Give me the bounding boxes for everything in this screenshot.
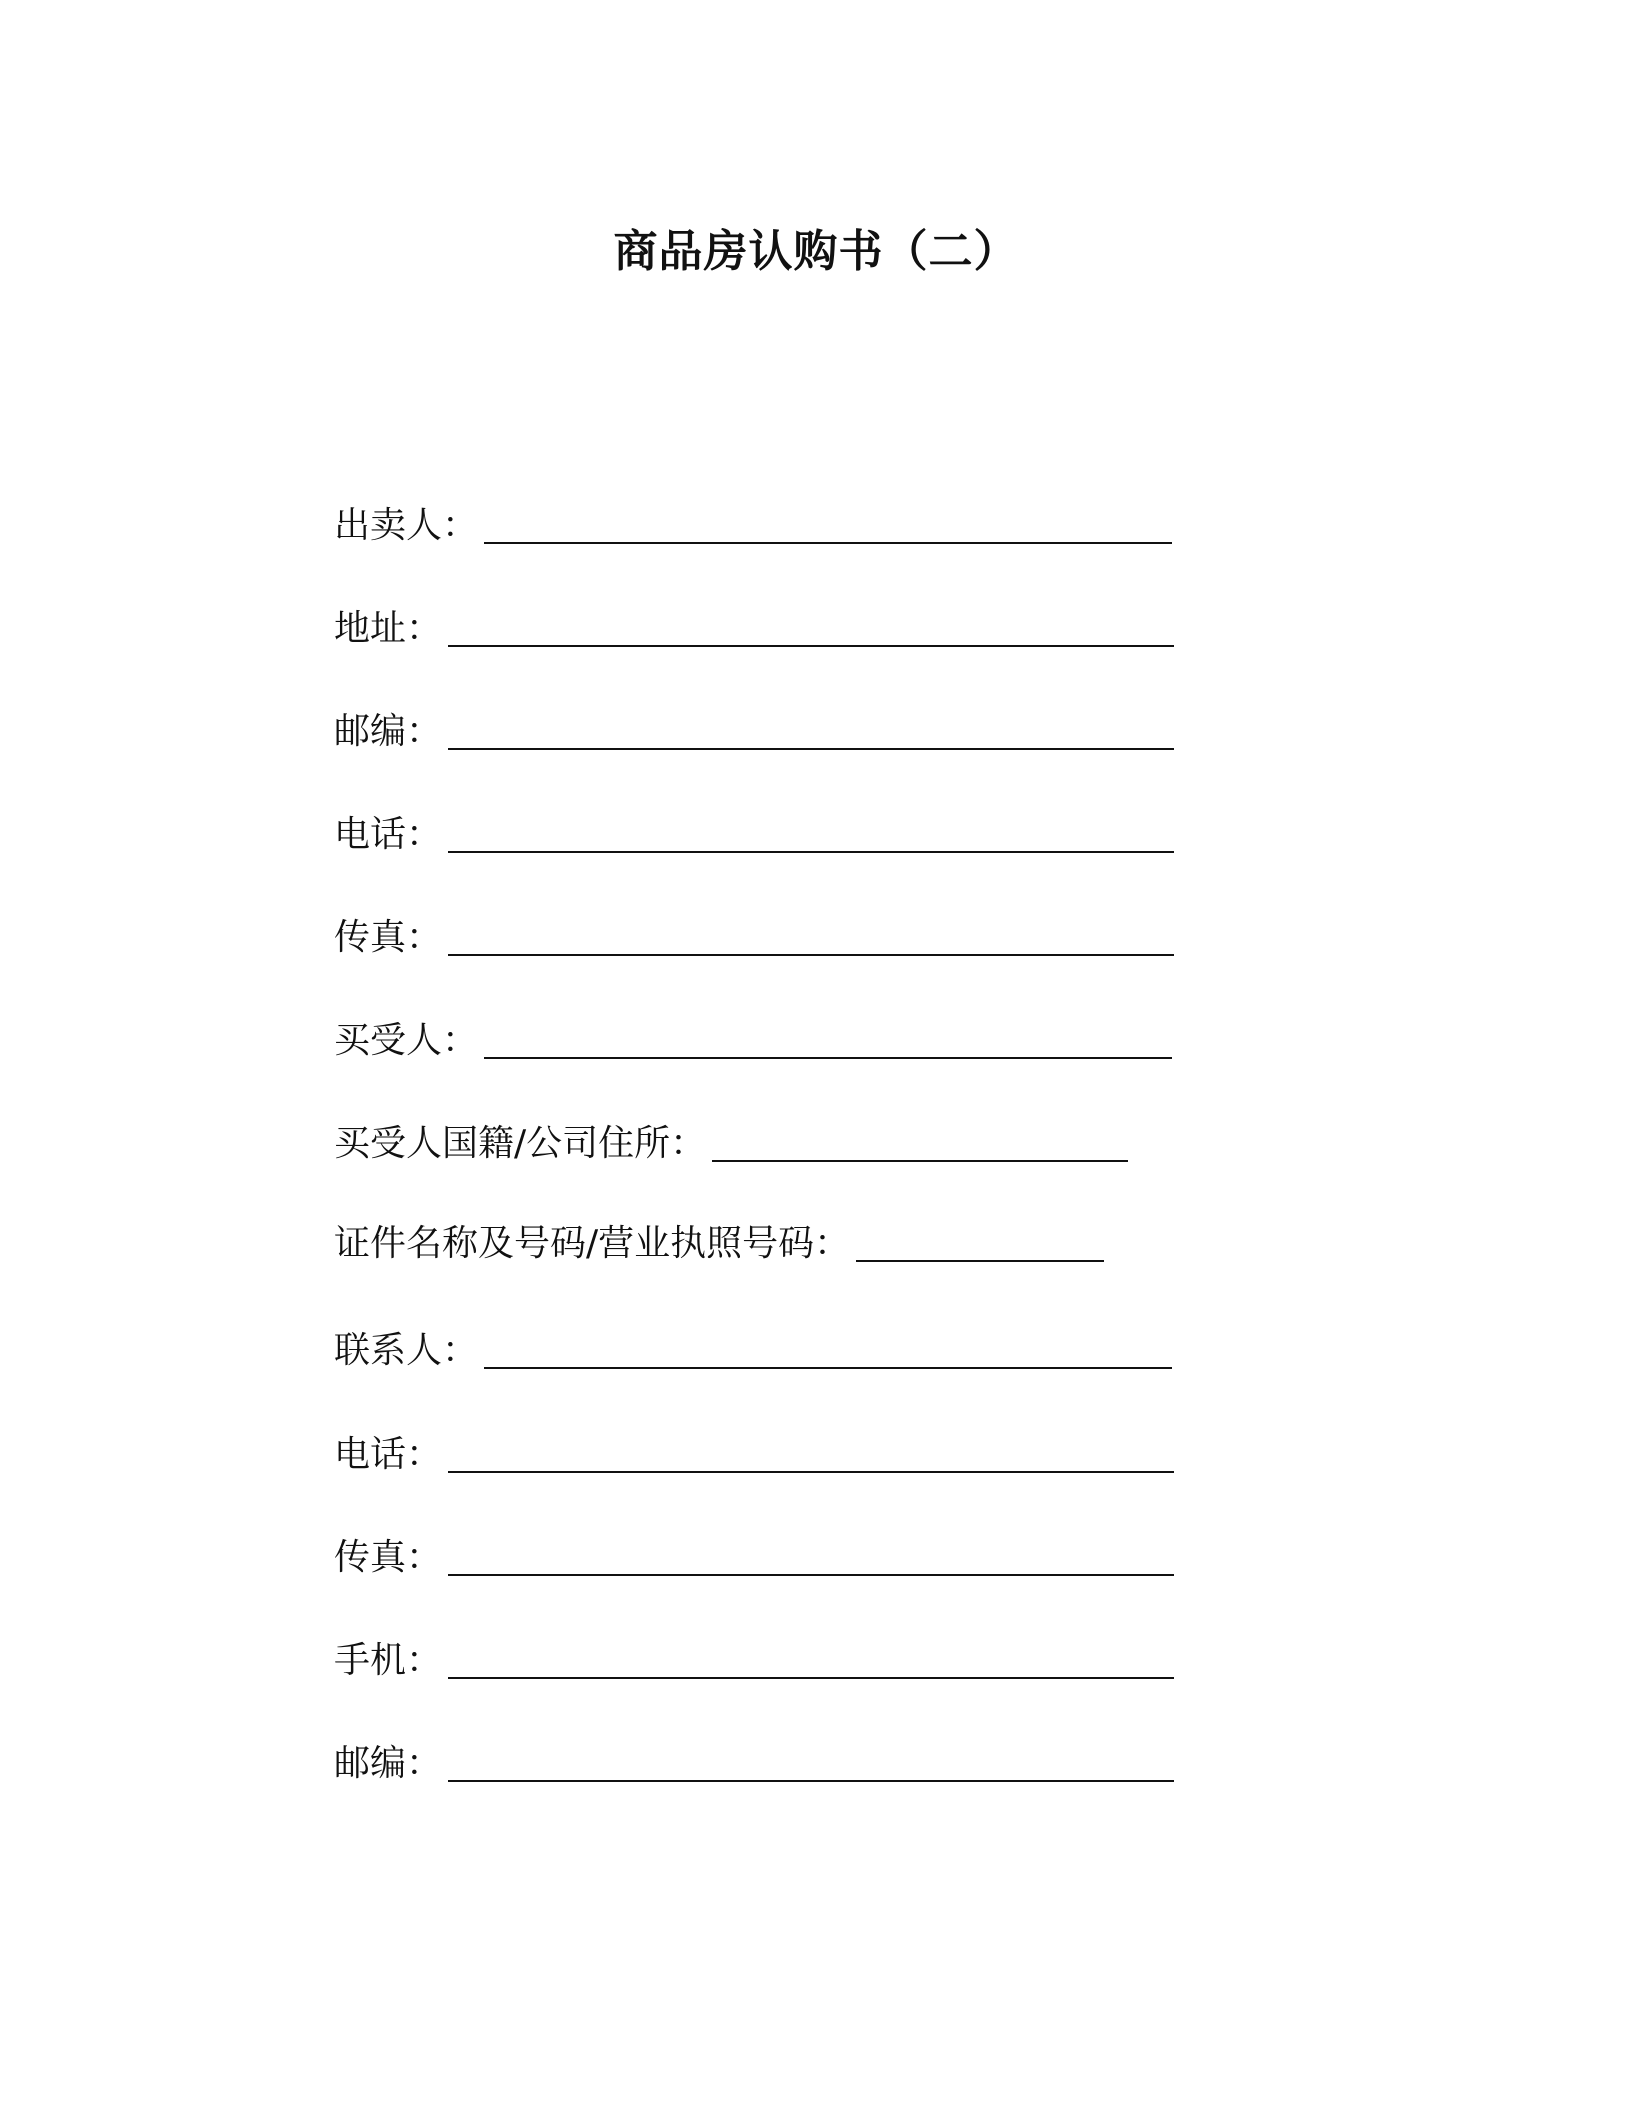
- contact-field: [334, 1325, 1172, 1373]
- seller-postcode-field: [334, 706, 1174, 754]
- buyer-phone-label: 电话：: [334, 1434, 443, 1475]
- buyer-id-blank[interactable]: [856, 1222, 1104, 1262]
- contact-label: 联系人：: [334, 1330, 479, 1371]
- buyer-mobile-blank[interactable]: [448, 1639, 1174, 1679]
- buyer-postcode-label: 邮编：: [334, 1743, 443, 1784]
- buyer-nationality-field: [334, 1118, 1128, 1166]
- seller-fax-label: 传真：: [334, 917, 443, 958]
- seller-postcode-blank[interactable]: [448, 710, 1174, 750]
- buyer-field: [334, 1015, 1172, 1063]
- seller-phone-label: 电话：: [334, 814, 443, 855]
- seller-phone-field: [334, 809, 1174, 857]
- buyer-blank[interactable]: [484, 1019, 1172, 1059]
- buyer-id-label: 证件名称及号码/营业执照号码：: [334, 1223, 851, 1264]
- buyer-postcode-blank[interactable]: [448, 1742, 1174, 1782]
- seller-fax-field: [334, 912, 1174, 960]
- buyer-postcode-field: [334, 1738, 1174, 1786]
- seller-address-blank[interactable]: [448, 607, 1174, 647]
- seller-address-label: 地址：: [334, 608, 443, 649]
- buyer-phone-field: [334, 1429, 1174, 1477]
- buyer-phone-blank[interactable]: [448, 1433, 1174, 1473]
- buyer-fax-field: [334, 1532, 1174, 1580]
- seller-label: 出卖人：: [334, 505, 479, 546]
- seller-blank[interactable]: [484, 504, 1172, 544]
- buyer-mobile-field: [334, 1635, 1174, 1683]
- seller-address-field: [334, 603, 1174, 651]
- buyer-mobile-label: 手机：: [334, 1640, 443, 1681]
- buyer-fax-blank[interactable]: [448, 1536, 1174, 1576]
- seller-phone-blank[interactable]: [448, 813, 1174, 853]
- document-title: 商品房认购书（二）: [613, 226, 1019, 277]
- seller-postcode-label: 邮编：: [334, 711, 443, 752]
- seller-field: [334, 500, 1172, 548]
- buyer-id-field: [334, 1218, 1104, 1266]
- buyer-nationality-blank[interactable]: [712, 1122, 1128, 1162]
- buyer-label: 买受人：: [334, 1020, 479, 1061]
- contact-blank[interactable]: [484, 1329, 1172, 1369]
- seller-fax-blank[interactable]: [448, 916, 1174, 956]
- buyer-fax-label: 传真：: [334, 1537, 443, 1578]
- buyer-nationality-label: 买受人国籍/公司住所：: [334, 1123, 707, 1164]
